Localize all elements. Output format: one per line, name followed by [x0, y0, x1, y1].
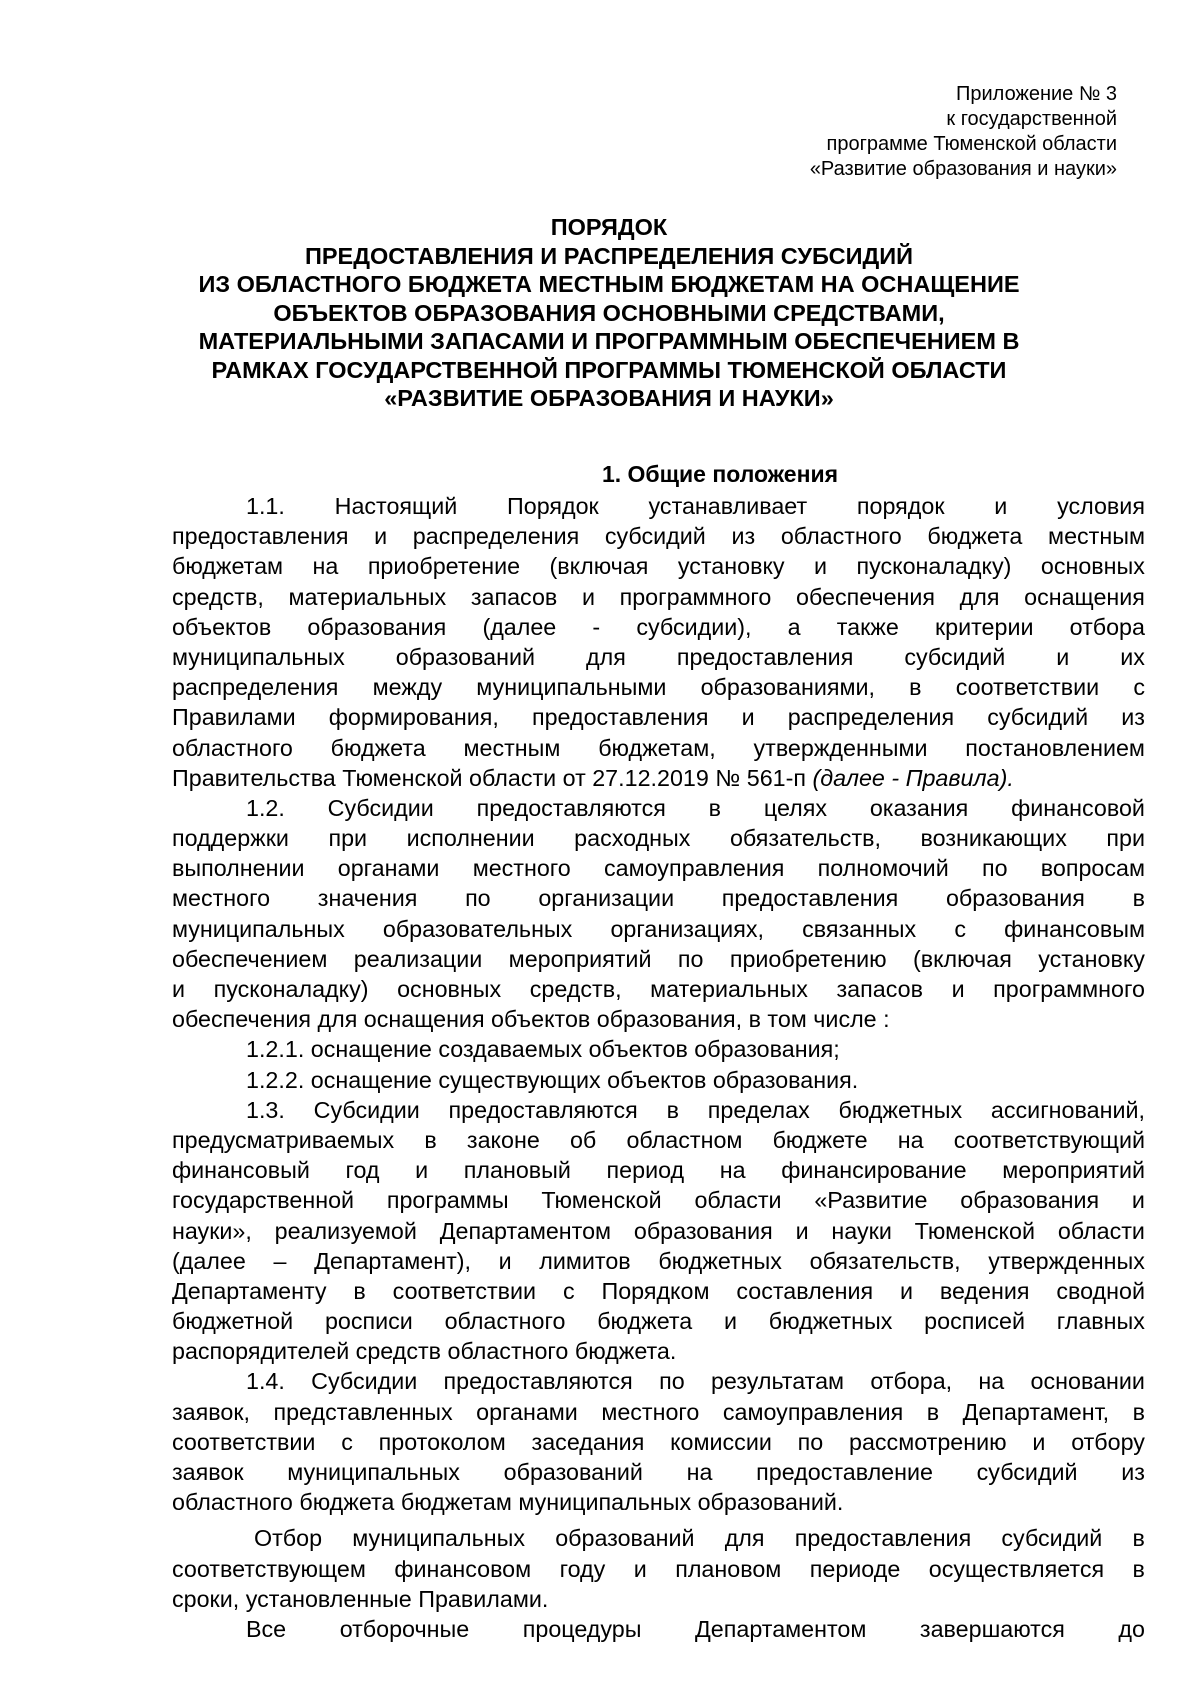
word: бюджета [597, 1308, 693, 1335]
word: на [897, 1126, 924, 1153]
word: средств, [172, 583, 264, 610]
word: с [1133, 674, 1145, 701]
word: установку [1038, 945, 1145, 972]
word: в [1132, 1555, 1145, 1582]
justified-line [172, 1427, 1145, 1457]
word: образовательных [382, 915, 573, 942]
word: в [1132, 1398, 1145, 1425]
word: образования [307, 613, 447, 640]
word: 1.4. [246, 1368, 285, 1395]
word: Департамент, [962, 1398, 1110, 1425]
word: об [569, 1126, 597, 1153]
word: «Развитие [814, 1187, 928, 1214]
word: осуществляется [928, 1555, 1105, 1582]
justified-line [172, 642, 1145, 672]
title-line: ПРЕДОСТАВЛЕНИЯ И РАСПРЕДЕЛЕНИЯ СУБСИДИЙ [304, 242, 914, 269]
word: образований [555, 1525, 695, 1552]
justified-line [172, 883, 1145, 913]
word: по [465, 885, 491, 912]
word: в [909, 674, 922, 701]
word: образованиями, [700, 674, 875, 701]
word: в [424, 1126, 437, 1153]
word: и [1032, 1428, 1046, 1455]
word: росписей [924, 1308, 1025, 1335]
justified-line [172, 1246, 1145, 1276]
word: Настоящий [334, 493, 458, 519]
word: ассигнований, [990, 1096, 1145, 1123]
justified-line [172, 1366, 1145, 1396]
word: установку [677, 553, 785, 580]
word: пусконаладку) [856, 553, 1012, 580]
word: и [1056, 643, 1070, 670]
word: запасов [836, 976, 923, 1002]
word: Субсидии [313, 1096, 420, 1123]
word: критерии [934, 613, 1034, 640]
word: 1.2. [246, 794, 285, 821]
word: Департаментом [439, 1217, 612, 1244]
word: – [273, 1247, 287, 1274]
word: распределения [412, 523, 580, 550]
word: материальных [288, 583, 447, 610]
subitem-1-2-2: 1.2.2. оснащение существующих объектов образования. [246, 1066, 859, 1093]
justified-line [172, 1276, 1145, 1306]
word: муниципальных [287, 1459, 460, 1485]
word: муниципальных [172, 915, 345, 942]
word: также [836, 613, 899, 640]
subitem-1-2-1: 1.2.1. оснащение создаваемых объектов образования; [246, 1036, 840, 1063]
word: представленных [273, 1398, 453, 1425]
word: по [797, 1428, 824, 1455]
word: областного [444, 1308, 566, 1335]
word: предоставляются [476, 794, 666, 821]
appendix-line: к государственной [946, 108, 1117, 130]
title-line: ИЗ ОБЛАСТНОГО БЮДЖЕТА МЕСТНЫМ БЮДЖЕТАМ НА ОСНАЩЕНИЕ [198, 271, 1020, 297]
paragraph-1-1 [172, 491, 1145, 793]
word: объектов [172, 613, 272, 640]
word: муниципальными [476, 674, 667, 701]
justified-line [172, 823, 1145, 853]
word: протоколом [378, 1428, 506, 1455]
word: отбора, [870, 1368, 953, 1395]
title-line: МАТЕРИАЛЬНЫМИ ЗАПАСАМИ И ПРОГРАММНЫМ ОБЕСПЕЧЕНИЕМ В [198, 328, 1020, 354]
word: утвержденных [988, 1247, 1145, 1274]
word: и [814, 553, 828, 580]
justified-line [172, 974, 1145, 1004]
paragraph-last-line: областного бюджета бюджетам муниципальных образований. [172, 1489, 844, 1516]
justified-line [172, 521, 1145, 551]
word: распределения [172, 674, 339, 701]
title-line: «РАЗВИТИЕ ОБРАЗОВАНИЯ И НАУКИ» [384, 385, 834, 411]
word: предусматриваемых [172, 1126, 395, 1153]
word: лимитов [539, 1247, 631, 1274]
word: бюджетных [658, 1247, 782, 1274]
word: на [312, 553, 339, 580]
paragraph-1-3 [172, 1095, 1145, 1367]
word: основных [397, 976, 502, 1002]
word: (далее [482, 613, 557, 640]
word: значения [317, 885, 418, 912]
word: субсидии), [636, 613, 752, 640]
word: соответствующий [953, 1126, 1145, 1153]
word: самоуправления [722, 1398, 904, 1425]
word: и [900, 1277, 914, 1304]
word: отбору [1071, 1428, 1145, 1455]
word: образования [960, 1187, 1100, 1214]
word: науки [831, 1217, 892, 1244]
word: финансовым [1004, 915, 1145, 942]
justified-line [172, 702, 1145, 732]
word: Порядок [507, 493, 599, 519]
word: основании [1030, 1368, 1145, 1395]
justified-line [172, 1614, 1145, 1644]
word: главных [1056, 1308, 1145, 1335]
word: комиссии [670, 1428, 772, 1455]
word: субсидий [1001, 1525, 1103, 1552]
word: финансовой [1011, 794, 1145, 821]
word: плановом [675, 1555, 782, 1582]
word: программного [619, 583, 772, 610]
word: по [659, 1368, 685, 1395]
word: с [562, 1277, 575, 1304]
justified-line [172, 491, 1145, 521]
word: для [586, 643, 626, 670]
appendix-header [517, 82, 1117, 182]
word: науки», [172, 1217, 252, 1244]
word: бюджетных [838, 1096, 963, 1123]
word: для [959, 583, 1000, 610]
word: сводной [1056, 1277, 1145, 1304]
word: расходных [574, 825, 691, 852]
word: целях [763, 794, 827, 821]
word: до [1118, 1615, 1145, 1642]
italic-text: (далее - Правила). [812, 764, 1014, 791]
word: Департаменту [172, 1277, 327, 1304]
word: Правилами [172, 704, 296, 731]
word: законе [466, 1126, 540, 1153]
word: и [1131, 1187, 1145, 1214]
justified-line [172, 1125, 1145, 1155]
word: организациях, [610, 915, 764, 942]
word: бюджетных [768, 1308, 893, 1335]
word: соответствии [392, 1277, 537, 1304]
word: местного [472, 855, 571, 882]
word: бюджетам [172, 553, 284, 580]
word: условия [1057, 493, 1145, 519]
word: из [731, 523, 756, 550]
word: обеспечением [172, 945, 328, 972]
word: предоставления [794, 1525, 972, 1552]
word: местного [172, 885, 271, 912]
word: Департамент), [314, 1247, 471, 1274]
word: связанных [802, 915, 917, 942]
word: при [328, 825, 368, 852]
word: программы [386, 1187, 509, 1214]
word: по [677, 945, 704, 972]
word: на [978, 1368, 1005, 1395]
word: бюджета [330, 734, 426, 761]
word: результатам [710, 1368, 845, 1395]
word: с [954, 915, 966, 942]
word: и [994, 493, 1008, 519]
word: приобретению [729, 945, 887, 972]
word: полномочий [817, 855, 949, 882]
word: бюджетной [172, 1308, 294, 1335]
word: при [1106, 825, 1145, 852]
word: с [341, 1428, 353, 1455]
section-heading: 1. Общие положения [601, 461, 839, 487]
word: бюджета [927, 523, 1023, 550]
word: финансовый [172, 1157, 310, 1184]
word: из [1121, 704, 1145, 731]
paragraph-last-line: распорядителей средств областного бюджета. [172, 1338, 677, 1365]
word: Субсидии [311, 1368, 418, 1395]
word: Порядком [601, 1277, 710, 1304]
word: и [795, 1217, 809, 1244]
word: субсидий [904, 643, 1006, 670]
justified-line [172, 733, 1145, 763]
justified-line [172, 1216, 1145, 1246]
word: запасов [470, 583, 558, 610]
word: отбора [1069, 613, 1145, 640]
justified-line [172, 1306, 1145, 1336]
word: соответствующем [172, 1555, 366, 1582]
word: предоставления [531, 704, 709, 731]
word: и [498, 1247, 512, 1274]
word: и [724, 1308, 738, 1335]
word: Департаментом [695, 1615, 867, 1642]
word: предоставления [172, 523, 349, 550]
word: бюджетам, [598, 734, 716, 761]
word: образования [945, 885, 1085, 912]
word: выполнении [172, 855, 305, 882]
title-line: РАМКАХ ГОСУДАРСТВЕННОЙ ПРОГРАММЫ ТЮМЕНСКОЙ ОБЛАСТИ [211, 356, 1007, 383]
paragraph-last-line: обеспечения для оснащения объектов образования, в том числе : [172, 1006, 890, 1033]
word: (включая [549, 553, 649, 580]
word: порядок [856, 493, 945, 519]
word: - [592, 613, 601, 640]
word: государственной [172, 1187, 355, 1214]
section-body [172, 491, 1145, 1644]
justified-line [172, 944, 1145, 974]
justified-line [172, 1397, 1145, 1427]
justified-line [172, 612, 1145, 642]
word: обеспечения [796, 583, 936, 610]
word: Субсидии [327, 794, 434, 821]
word: 1.3. [246, 1096, 285, 1123]
word: в [353, 1277, 366, 1304]
word: предоставления [721, 885, 899, 912]
paragraph-1-4 [172, 1366, 1145, 1517]
word: рассмотрению [849, 1428, 1007, 1455]
word: Тюменской [541, 1187, 662, 1214]
word: утвержденными [753, 734, 928, 761]
word: местного [601, 1398, 700, 1425]
word: и [581, 583, 595, 610]
word: реализации [353, 945, 483, 972]
word: год [345, 1157, 380, 1184]
word: местным [1048, 523, 1145, 550]
word: органами [337, 855, 440, 882]
word: основных [1040, 553, 1145, 580]
word: в [926, 1398, 940, 1425]
word: субсидий [987, 704, 1089, 731]
justified-line [172, 1523, 1145, 1553]
word: предоставления [676, 643, 854, 670]
word: мероприятий [1002, 1157, 1145, 1184]
appendix-line: программе Тюменской области [826, 133, 1117, 155]
word: году [559, 1555, 606, 1582]
word: периоде [809, 1555, 901, 1582]
word: области [1057, 1217, 1145, 1244]
justified-line [172, 914, 1145, 944]
word: из [1121, 1459, 1145, 1485]
word: и [172, 976, 186, 1002]
paragraph-last-line [172, 763, 1145, 793]
paragraph-last-line: сроки, установленные Правилами. [172, 1585, 549, 1612]
title-line: ОБЪЕКТОВ ОБРАЗОВАНИЯ ОСНОВНЫМИ СРЕДСТВАМИ, [273, 299, 945, 326]
justified-line [172, 1095, 1145, 1125]
word: финансовом [394, 1555, 532, 1582]
word: материальных [650, 976, 808, 1002]
word: пусконаладку) [213, 976, 369, 1002]
document-title [160, 213, 1058, 413]
word: плановый [463, 1157, 571, 1184]
word: обязательств, [809, 1247, 961, 1274]
word: для [724, 1525, 765, 1552]
word: Тюменской [914, 1217, 1035, 1244]
word: 1.1. [246, 493, 285, 519]
word: возникающих [920, 825, 1067, 852]
word: заседания [531, 1428, 645, 1455]
word: самоуправления [603, 855, 785, 882]
justified-line [172, 793, 1145, 823]
word: образований [503, 1459, 643, 1485]
word: предоставляются [443, 1368, 633, 1395]
word: мероприятий [508, 945, 652, 972]
word: обязательств, [729, 825, 881, 852]
word: распределения [787, 704, 955, 731]
word: заявок [172, 1459, 244, 1485]
word: и [633, 1555, 647, 1582]
word: субсидий [604, 523, 706, 550]
word: реализуемой [274, 1217, 417, 1244]
word: их [1120, 643, 1145, 670]
word: муниципальных [172, 643, 345, 670]
word: в [666, 1096, 679, 1123]
word: Все [246, 1615, 287, 1642]
word: финансирование [781, 1157, 967, 1184]
word: и [415, 1157, 429, 1184]
word: оказания [869, 794, 969, 821]
justified-line [172, 1554, 1145, 1584]
word: образований [395, 643, 536, 670]
word: (далее [172, 1247, 246, 1274]
word: местным [463, 734, 561, 761]
word: период [606, 1157, 685, 1184]
justified-line [172, 1185, 1145, 1215]
word: по [981, 855, 1008, 882]
paragraph-1-2 [172, 793, 1145, 1035]
word: бюджете [772, 1126, 868, 1153]
word: исполнении [406, 825, 535, 852]
word: завершаются [919, 1615, 1065, 1642]
word: формирования, [328, 704, 499, 731]
word: отборочные [339, 1615, 470, 1642]
word: ведения [939, 1277, 1030, 1304]
word: организации [538, 885, 675, 912]
justified-line [172, 672, 1145, 702]
title-line: ПОРЯДОК [550, 214, 668, 240]
word: и [951, 976, 965, 1002]
word: в [1132, 1525, 1145, 1552]
word: образования [633, 1217, 773, 1244]
paragraph-selection [172, 1523, 1145, 1614]
word: области [694, 1187, 782, 1214]
word: в [708, 794, 722, 821]
word: составления [736, 1277, 874, 1304]
justified-line [172, 853, 1145, 883]
word: Отбор [254, 1525, 323, 1552]
word: постановлением [965, 734, 1145, 761]
word: оснащения [1024, 583, 1145, 610]
word: росписи [324, 1308, 413, 1335]
word: в [1132, 885, 1145, 912]
word: предоставление [756, 1459, 933, 1485]
word: соответствии [172, 1428, 316, 1455]
justified-line [172, 1457, 1145, 1487]
word: поддержки [172, 825, 289, 852]
word: процедуры [522, 1615, 642, 1642]
paragraph-all-procedures [172, 1614, 1145, 1644]
word: областного [780, 523, 902, 550]
word: предоставляются [448, 1096, 638, 1123]
justified-line [172, 1155, 1145, 1185]
word: на [719, 1157, 746, 1184]
word: на [686, 1459, 713, 1485]
word: заявок, [172, 1398, 250, 1425]
word: органами [476, 1398, 578, 1425]
line-text: Правительства Тюменской области от 27.12.2019 № 561-п [172, 764, 807, 791]
appendix-line: «Развитие образования и науки» [809, 158, 1117, 180]
word: а [787, 613, 801, 640]
word: областном [626, 1126, 743, 1153]
word: средств, [529, 976, 622, 1002]
word: устанавливает [648, 493, 808, 519]
word: муниципальных [352, 1525, 525, 1552]
word: и [374, 523, 388, 550]
word: (включая [912, 945, 1012, 972]
appendix-line: Приложение № 3 [956, 83, 1117, 105]
word: субсидий [976, 1459, 1078, 1485]
word: и [741, 704, 755, 731]
justified-line [172, 551, 1145, 581]
word: приобретение [367, 553, 521, 580]
word: областного [172, 734, 293, 761]
word: вопросам [1040, 855, 1145, 882]
word: соответствии [955, 674, 1100, 701]
word: программного [993, 976, 1145, 1002]
word: между [372, 674, 443, 701]
justified-line [172, 582, 1145, 612]
word: пределах [707, 1096, 810, 1123]
